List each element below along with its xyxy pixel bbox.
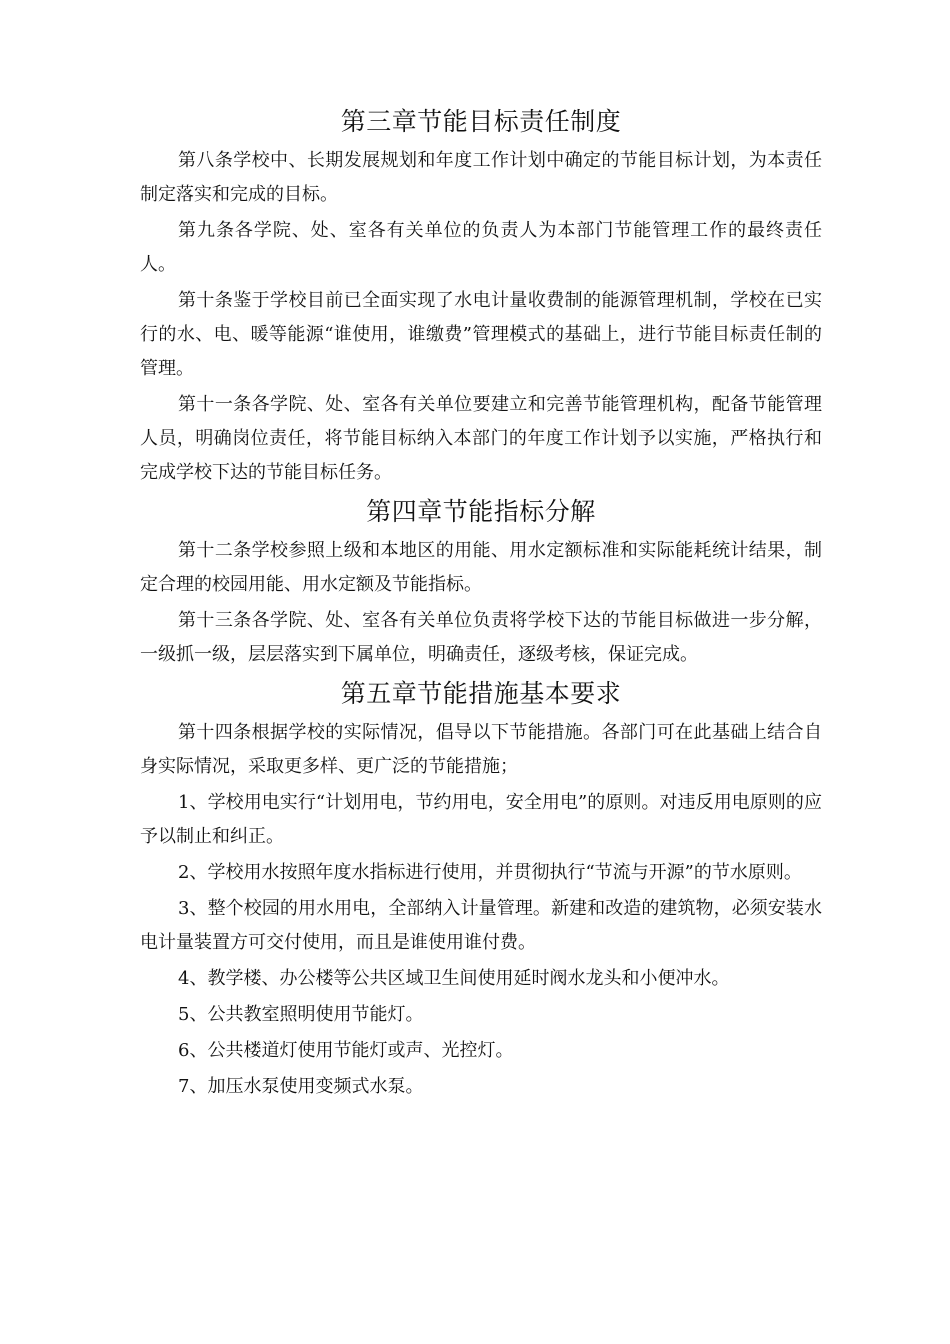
article-13: 第十三条各学院、处、室各有关单位负责将学校下达的节能目标做进一步分解，一级抓一级，层层落实到下属单位，明确责任，逐级考核，保证完成。 <box>140 610 822 665</box>
measure-4: 4、教学楼、办公楼等公共区域卫生间使用延时阀水龙头和小便冲水。 <box>178 968 730 989</box>
article-9: 第九条各学院、处、室各有关单位的负责人为本部门节能管理工作的最终责任人。 <box>140 220 822 275</box>
chapter-3-title: 第三章节能目标责任制度 <box>340 107 622 136</box>
measure-7: 7、加压水泵使用变频式水泵。 <box>178 1076 424 1097</box>
measure-1: 1、学校用电实行“计划用电，节约用电，安全用电”的原则。对违反用电原则的应予以制止和纠正。 <box>140 792 822 847</box>
measure-6: 6、公共楼道灯使用节能灯或声、光控灯。 <box>178 1040 514 1061</box>
article-10: 第十条鉴于学校目前已全面实现了水电计量收费制的能源管理机制，学校在已实行的水、电、暖等能源“谁使用，谁缴费”管理模式的基础上，进行节能目标责任制的管理。 <box>140 290 822 379</box>
measure-2: 2、学校用水按照年度水指标进行使用，并贯彻执行“节流与开源”的节水原则。 <box>178 862 802 883</box>
measure-3: 3、整个校园的用水用电，全部纳入计量管理。新建和改造的建筑物，必须安装水电计量装置方可交付使用，而且是谁使用谁付费。 <box>140 898 822 953</box>
article-8: 第八条学校中、长期发展规划和年度工作计划中确定的节能目标计划，为本责任制定落实和完成的目标。 <box>140 150 822 205</box>
chapter-4-title: 第四章节能指标分解 <box>366 497 596 526</box>
article-14: 第十四条根据学校的实际情况，倡导以下节能措施。各部门可在此基础上结合自身实际情况，采取更多样、更广泛的节能措施； <box>140 722 822 777</box>
article-11: 第十一条各学院、处、室各有关单位要建立和完善节能管理机构，配备节能管理人员，明确岗位责任，将节能目标纳入本部门的年度工作计划予以实施，严格执行和完成学校下达的节能目标任务。 <box>140 394 822 483</box>
article-12: 第十二条学校参照上级和本地区的用能、用水定额标准和实际能耗统计结果，制定合理的校园用能、用水定额及节能指标。 <box>140 540 822 595</box>
measure-5: 5、公共教室照明使用节能灯。 <box>178 1004 424 1025</box>
document-page <box>140 102 822 1106</box>
chapter-5-title: 第五章节能措施基本要求 <box>340 679 622 708</box>
